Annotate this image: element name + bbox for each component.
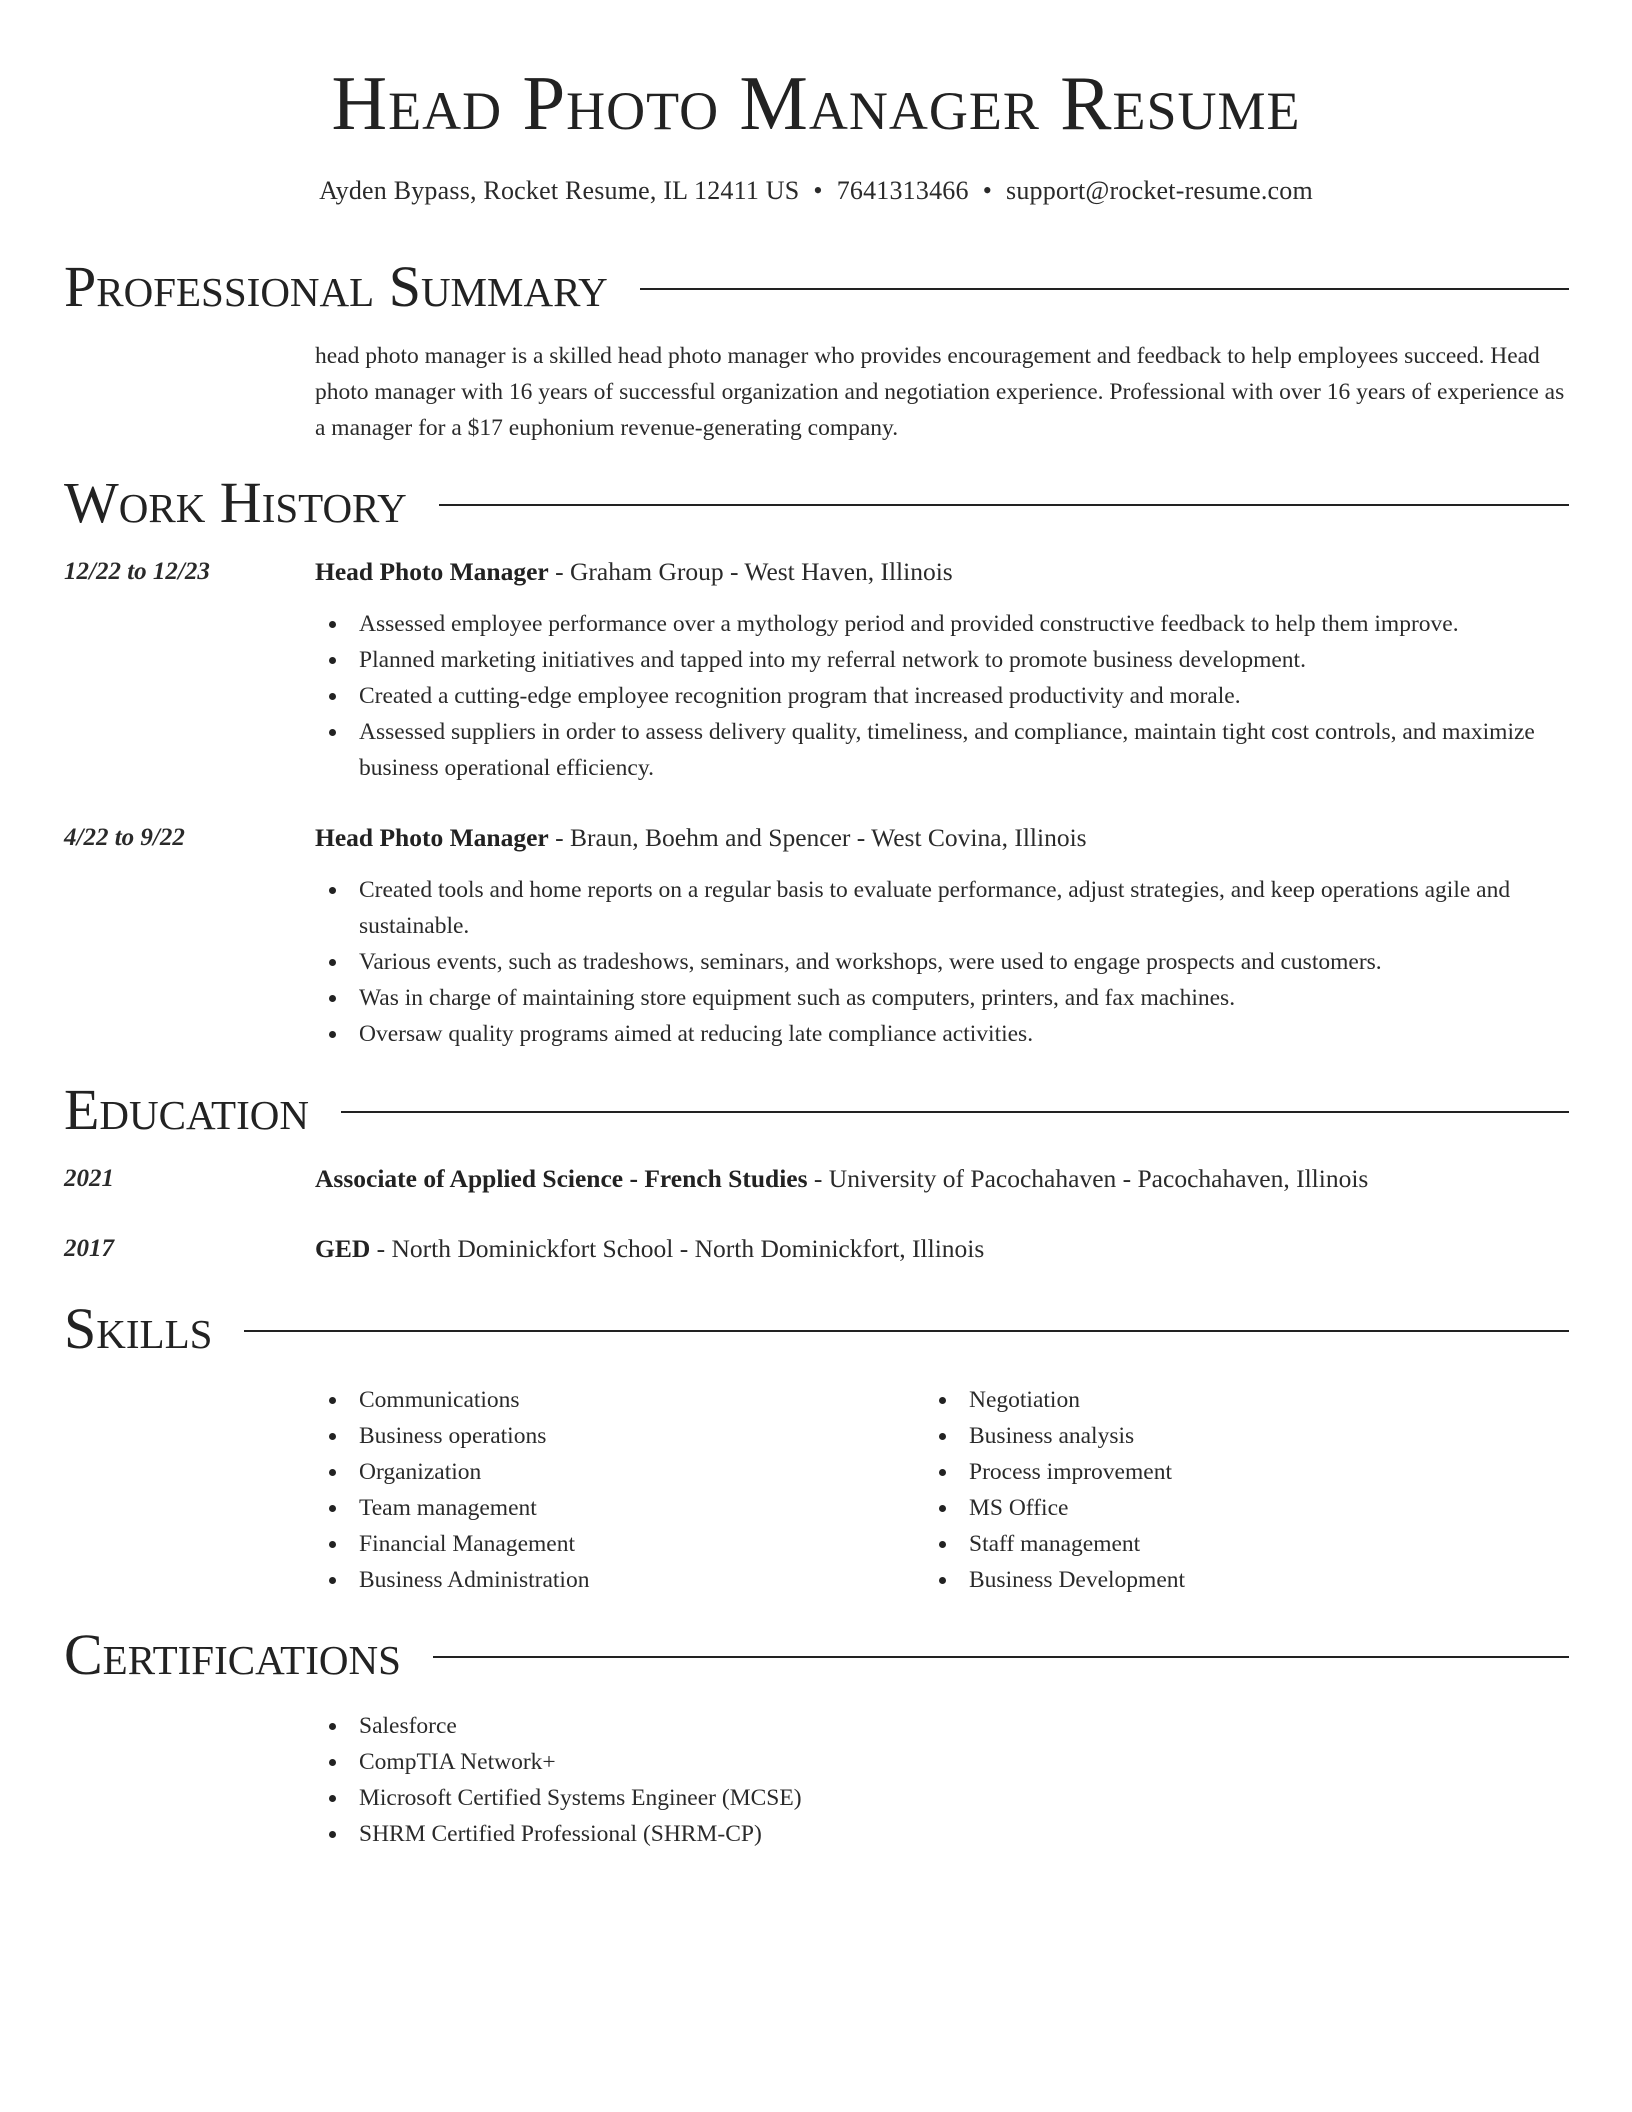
job-dates: 4/22 to 9/22 xyxy=(64,824,185,851)
education-degree: GED xyxy=(315,1234,371,1263)
certifications-list xyxy=(315,1708,1614,1852)
bullet-icon xyxy=(939,1541,946,1548)
contact-separator: • xyxy=(982,176,992,205)
skill-item: Business Administration xyxy=(359,1567,590,1593)
list-item-text: Was in charge of maintaining store equipment such as computers, printers, and fax machines. xyxy=(359,985,1236,1011)
education-heading xyxy=(315,1231,984,1267)
job-heading xyxy=(315,820,1087,856)
bullet-icon xyxy=(329,887,336,894)
list-item-text: Various events, such as tradeshows, seminars, and workshops, were used to engage prospects and customers. xyxy=(359,949,1382,975)
certification-item: SHRM Certified Professional (SHRM-CP) xyxy=(359,1821,762,1847)
list-item xyxy=(359,606,1614,642)
bullet-icon xyxy=(329,1031,336,1038)
bullet-icon xyxy=(329,693,336,700)
section-header-summary xyxy=(64,254,1569,320)
section-title-skills: Skills xyxy=(64,1296,213,1361)
skill-item: Business operations xyxy=(359,1423,547,1449)
certification-item: Microsoft Certified Systems Engineer (MCSE) xyxy=(359,1785,802,1811)
job-bullets xyxy=(315,872,1614,1052)
list-item xyxy=(969,1418,1632,1454)
section-divider xyxy=(341,1111,1569,1113)
skill-item: Process improvement xyxy=(969,1459,1172,1485)
skill-item: Staff management xyxy=(969,1531,1141,1557)
bullet-icon xyxy=(939,1433,946,1440)
job-bullets xyxy=(315,606,1614,786)
bullet-icon xyxy=(329,1469,336,1476)
list-item xyxy=(969,1454,1632,1490)
skill-item: Financial Management xyxy=(359,1531,575,1557)
skill-item: MS Office xyxy=(969,1495,1069,1521)
job-dates: 12/22 to 12/23 xyxy=(64,558,210,585)
section-title-education: Education xyxy=(64,1077,309,1142)
skill-item: Business analysis xyxy=(969,1423,1135,1449)
contact-phone: 7641313466 xyxy=(836,176,969,205)
job-role: Head Photo Manager xyxy=(315,557,549,586)
skill-item: Team management xyxy=(359,1495,537,1521)
job-details: - Braun, Boehm and Spencer - West Covina, Illinois xyxy=(548,823,1087,852)
bullet-icon xyxy=(939,1469,946,1476)
skills-list-right xyxy=(925,1382,1632,1598)
list-item xyxy=(969,1562,1632,1598)
section-divider xyxy=(433,1656,1569,1658)
education-details: - University of Pacochahaven - Pacochahaven, Illinois xyxy=(807,1164,1369,1193)
job-heading xyxy=(315,554,953,590)
education-degree: Associate of Applied Science - French Studies xyxy=(315,1164,808,1193)
list-item xyxy=(969,1490,1632,1526)
list-item xyxy=(359,944,1614,980)
skill-item: Organization xyxy=(359,1459,482,1485)
list-item-text: Assessed suppliers in order to assess delivery quality, timeliness, and compliance, maintain tight cost controls, and maximize business operational efficiency. xyxy=(359,719,1535,781)
bullet-icon xyxy=(329,1505,336,1512)
bullet-icon xyxy=(329,1759,336,1766)
list-item xyxy=(359,1816,1614,1852)
bullet-icon xyxy=(329,1831,336,1838)
bullet-icon xyxy=(329,959,336,966)
contact-address: Ayden Bypass, Rocket Resume, IL 12411 US xyxy=(319,176,800,205)
list-item-text: Created tools and home reports on a regular basis to evaluate performance, adjust strategies, and keep operations agile and sustainable. xyxy=(359,877,1511,939)
list-item xyxy=(969,1382,1632,1418)
skill-item: Negotiation xyxy=(969,1387,1080,1413)
section-divider xyxy=(640,288,1569,290)
education-details: - North Dominickfort School - North Dominickfort, Illinois xyxy=(370,1234,985,1263)
bullet-icon xyxy=(329,1795,336,1802)
certification-item: CompTIA Network+ xyxy=(359,1749,556,1775)
summary-text: head photo manager is a skilled head photo manager who provides encouragement and feedback to help employees succeed. Head photo manager with 16 years of successful organization and negotiation experience. Professional with over 16 years of experience as a manager for a $17 euphonium revenue-generating company. xyxy=(315,343,1565,441)
skill-item: Communications xyxy=(359,1387,520,1413)
list-item xyxy=(359,1708,1614,1744)
education-year: 2021 xyxy=(64,1165,114,1192)
bullet-icon xyxy=(329,1433,336,1440)
skill-item: Business Development xyxy=(969,1567,1186,1593)
list-item-text: Created a cutting-edge employee recognition program that increased productivity and morale. xyxy=(359,683,1241,709)
bullet-icon xyxy=(329,729,336,736)
list-item xyxy=(359,642,1614,678)
list-item xyxy=(359,980,1614,1016)
contact-email: support@rocket-resume.com xyxy=(1006,176,1313,205)
list-item xyxy=(359,1016,1614,1052)
section-title-summary: Professional Summary xyxy=(64,254,608,319)
education-heading xyxy=(315,1161,1368,1197)
list-item xyxy=(359,1780,1614,1816)
bullet-icon xyxy=(939,1577,946,1584)
bullet-icon xyxy=(939,1397,946,1404)
section-header-education xyxy=(64,1077,1569,1143)
bullet-icon xyxy=(329,657,336,664)
section-divider xyxy=(244,1330,1569,1332)
list-item xyxy=(359,1744,1614,1780)
job-role: Head Photo Manager xyxy=(315,823,549,852)
section-header-skills xyxy=(64,1296,1569,1362)
page-title: Head Photo Manager Resume xyxy=(331,60,1301,146)
section-header-work xyxy=(64,470,1569,536)
list-item-text: Planned marketing initiatives and tapped into my referral network to promote business development. xyxy=(359,647,1306,673)
section-title-work: Work History xyxy=(64,470,407,535)
certification-item: Salesforce xyxy=(359,1713,457,1739)
bullet-icon xyxy=(329,1577,336,1584)
section-header-certifications xyxy=(64,1622,1569,1688)
list-item xyxy=(359,678,1614,714)
education-year: 2017 xyxy=(64,1235,114,1262)
contact-line xyxy=(0,174,1632,208)
list-item xyxy=(969,1526,1632,1562)
section-divider xyxy=(439,504,1569,506)
list-item-text: Oversaw quality programs aimed at reducing late compliance activities. xyxy=(359,1021,1034,1047)
contact-separator: • xyxy=(813,176,823,205)
bullet-icon xyxy=(329,1397,336,1404)
bullet-icon xyxy=(329,995,336,1002)
section-title-certifications: Certifications xyxy=(64,1622,401,1687)
list-item xyxy=(359,872,1614,944)
bullet-icon xyxy=(329,1541,336,1548)
list-item-text: Assessed employee performance over a mythology period and provided constructive feedback to help them improve. xyxy=(359,611,1459,637)
bullet-icon xyxy=(329,621,336,628)
list-item xyxy=(359,714,1614,786)
bullet-icon xyxy=(939,1505,946,1512)
job-details: - Graham Group - West Haven, Illinois xyxy=(548,557,953,586)
bullet-icon xyxy=(329,1723,336,1730)
